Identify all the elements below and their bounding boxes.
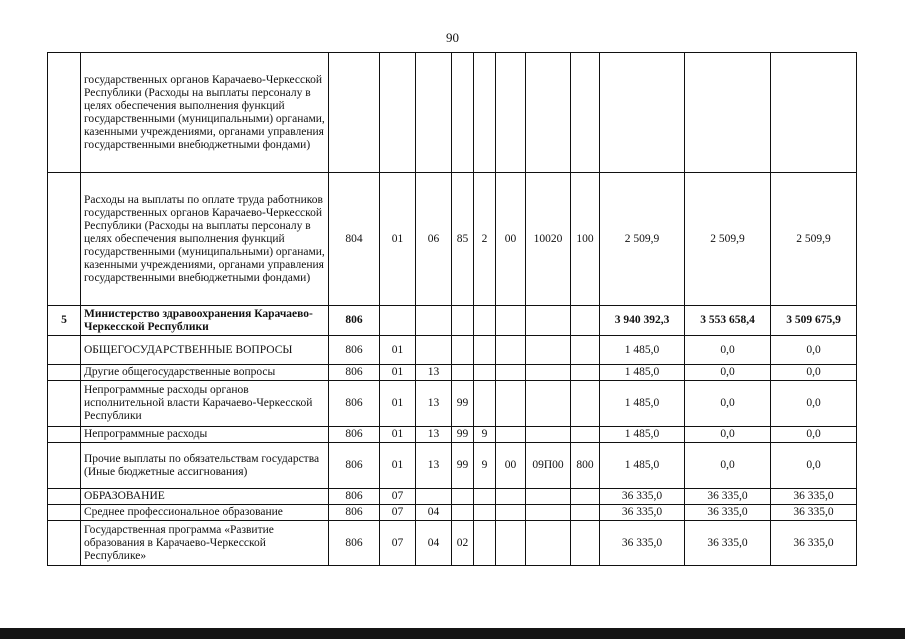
target-article-part2-cell [474,521,496,566]
subsection-code-cell [416,489,452,505]
table-row [48,173,857,306]
target-article-part4-cell [526,365,571,381]
amount-year1-cell: 1 485,0 [600,381,685,427]
target-article-part2-cell [474,381,496,427]
row-number-cell [48,427,81,443]
amount-year3-cell: 36 335,0 [771,521,857,566]
target-article-part3-cell: 00 [496,443,526,489]
table-body [48,53,857,566]
subsection-code-cell: 13 [416,427,452,443]
target-article-part1-cell: 85 [452,173,474,306]
amount-year2-cell: 36 335,0 [685,505,771,521]
scan-edge-bar [0,628,905,639]
expense-name-cell: Государственная программа «Развитие образования в Карачаево-Черкесской Республике» [81,521,329,566]
target-article-part3-cell [496,489,526,505]
target-article-part3-cell [496,306,526,336]
table-row [48,521,857,566]
target-article-part3-cell [496,336,526,365]
ministry-code-cell: 806 [329,381,380,427]
ministry-code-cell [329,53,380,173]
amount-year1-cell: 36 335,0 [600,489,685,505]
ministry-code-cell: 806 [329,521,380,566]
expense-name-cell: Прочие выплаты по обязательствам государства (Иные бюджетные ассигнования) [81,443,329,489]
subsection-code-cell [416,336,452,365]
section-code-cell: 07 [380,521,416,566]
target-article-part2-cell [474,336,496,365]
amount-year1-cell: 36 335,0 [600,505,685,521]
expense-name-cell: ОБЩЕГОСУДАРСТВЕННЫЕ ВОПРОСЫ [81,336,329,365]
budget-table [47,52,857,566]
target-article-part1-cell [452,505,474,521]
expense-type-code-cell [571,505,600,521]
amount-year2-cell: 0,0 [685,443,771,489]
section-code-cell: 01 [380,427,416,443]
table-row [48,53,857,173]
section-code-cell: 01 [380,365,416,381]
amount-year3-cell: 36 335,0 [771,505,857,521]
target-article-part2-cell [474,505,496,521]
expense-type-code-cell [571,336,600,365]
subsection-code-cell: 04 [416,521,452,566]
amount-year2-cell: 0,0 [685,365,771,381]
amount-year1-cell: 1 485,0 [600,365,685,381]
target-article-part3-cell: 00 [496,173,526,306]
subsection-code-cell: 13 [416,443,452,489]
subsection-code-cell: 13 [416,381,452,427]
target-article-part1-cell [452,336,474,365]
subsection-code-cell: 06 [416,173,452,306]
ministry-code-cell: 806 [329,365,380,381]
section-code-cell: 01 [380,336,416,365]
target-article-part1-cell [452,489,474,505]
expense-type-code-cell [571,365,600,381]
amount-year2-cell: 0,0 [685,381,771,427]
amount-year3-cell: 0,0 [771,336,857,365]
target-article-part2-cell: 9 [474,443,496,489]
expense-name-cell: Непрограммные расходы [81,427,329,443]
subsection-code-cell [416,306,452,336]
amount-year2-cell: 36 335,0 [685,489,771,505]
target-article-part1-cell [452,53,474,173]
expense-name-cell: Среднее профессиональное образование [81,505,329,521]
amount-year2-cell [685,53,771,173]
expense-name-cell: Министерство здравоохранения Карачаево-Черкесской Республики [81,306,329,336]
target-article-part4-cell [526,381,571,427]
amount-year3-cell [771,53,857,173]
section-code-cell: 01 [380,381,416,427]
target-article-part4-cell: 10020 [526,173,571,306]
row-number-cell [48,53,81,173]
row-number-cell [48,521,81,566]
target-article-part2-cell [474,306,496,336]
target-article-part2-cell [474,489,496,505]
amount-year1-cell: 1 485,0 [600,427,685,443]
target-article-part4-cell [526,505,571,521]
target-article-part1-cell: 02 [452,521,474,566]
target-article-part4-cell [526,336,571,365]
amount-year3-cell: 2 509,9 [771,173,857,306]
table-row [48,427,857,443]
amount-year3-cell: 0,0 [771,443,857,489]
amount-year1-cell: 1 485,0 [600,336,685,365]
table-row [48,336,857,365]
target-article-part1-cell: 99 [452,443,474,489]
amount-year3-cell: 0,0 [771,365,857,381]
target-article-part1-cell: 99 [452,427,474,443]
target-article-part3-cell [496,381,526,427]
ministry-code-cell: 806 [329,336,380,365]
table-row [48,365,857,381]
expense-type-code-cell: 100 [571,173,600,306]
row-number-cell [48,173,81,306]
target-article-part3-cell [496,53,526,173]
expense-type-code-cell [571,427,600,443]
expense-name-cell: Непрограммные расходы органов исполнительной власти Карачаево-Черкесской Республики [81,381,329,427]
target-article-part2-cell [474,365,496,381]
target-article-part3-cell [496,521,526,566]
target-article-part4-cell [526,306,571,336]
table-row [48,443,857,489]
row-number-cell [48,505,81,521]
amount-year1-cell: 3 940 392,3 [600,306,685,336]
subsection-code-cell [416,53,452,173]
ministry-code-cell: 806 [329,443,380,489]
row-number-cell [48,443,81,489]
target-article-part4-cell [526,53,571,173]
amount-year3-cell: 36 335,0 [771,489,857,505]
amount-year2-cell: 0,0 [685,336,771,365]
target-article-part4-cell [526,427,571,443]
target-article-part4-cell [526,489,571,505]
expense-type-code-cell: 800 [571,443,600,489]
target-article-part1-cell: 99 [452,381,474,427]
target-article-part4-cell: 09П00 [526,443,571,489]
amount-year3-cell: 0,0 [771,381,857,427]
amount-year2-cell: 3 553 658,4 [685,306,771,336]
amount-year1-cell: 1 485,0 [600,443,685,489]
expense-type-code-cell [571,521,600,566]
target-article-part2-cell: 2 [474,173,496,306]
section-code-cell: 01 [380,443,416,489]
amount-year2-cell: 2 509,9 [685,173,771,306]
row-number-cell: 5 [48,306,81,336]
section-code-cell: 01 [380,173,416,306]
ministry-code-cell: 806 [329,489,380,505]
expense-type-code-cell [571,489,600,505]
section-code-cell: 07 [380,505,416,521]
page-number: 90 [446,30,459,45]
target-article-part2-cell [474,53,496,173]
target-article-part4-cell [526,521,571,566]
row-number-cell [48,381,81,427]
expense-type-code-cell [571,381,600,427]
expense-name-cell: Другие общегосударственные вопросы [81,365,329,381]
expense-type-code-cell [571,306,600,336]
expense-type-code-cell [571,53,600,173]
target-article-part3-cell [496,505,526,521]
table-row [48,381,857,427]
amount-year1-cell [600,53,685,173]
row-number-cell [48,365,81,381]
amount-year2-cell: 0,0 [685,427,771,443]
row-number-cell [48,489,81,505]
ministry-code-cell: 806 [329,306,380,336]
section-code-cell: 07 [380,489,416,505]
target-article-part1-cell [452,306,474,336]
table-row [48,489,857,505]
subsection-code-cell: 04 [416,505,452,521]
section-code-cell [380,53,416,173]
table-row [48,505,857,521]
expense-name-cell: ОБРАЗОВАНИЕ [81,489,329,505]
expense-name-cell: государственных органов Карачаево-Черкесской Республики (Расходы на выплаты персоналу в целях обеспечения выполнения функций государственными (муниципальными) органами, казенными учреждениями, органами управления государственными внебюджетными фондами) [81,53,329,173]
amount-year2-cell: 36 335,0 [685,521,771,566]
target-article-part2-cell: 9 [474,427,496,443]
target-article-part1-cell [452,365,474,381]
section-code-cell [380,306,416,336]
amount-year1-cell: 36 335,0 [600,521,685,566]
ministry-code-cell: 806 [329,427,380,443]
expense-name-cell: Расходы на выплаты по оплате труда работников государственных органов Карачаево-Черкесской Республики (Расходы на выплаты персоналу в целях обеспечения выполнения функций государственными (муниципальными) органами, казенными учреждениями, органами управления государственными внебюджетными фондами) [81,173,329,306]
subsection-code-cell: 13 [416,365,452,381]
ministry-code-cell: 806 [329,505,380,521]
amount-year1-cell: 2 509,9 [600,173,685,306]
row-number-cell [48,336,81,365]
target-article-part3-cell [496,365,526,381]
target-article-part3-cell [496,427,526,443]
ministry-code-cell: 804 [329,173,380,306]
amount-year3-cell: 3 509 675,9 [771,306,857,336]
table-row [48,306,857,336]
amount-year3-cell: 0,0 [771,427,857,443]
